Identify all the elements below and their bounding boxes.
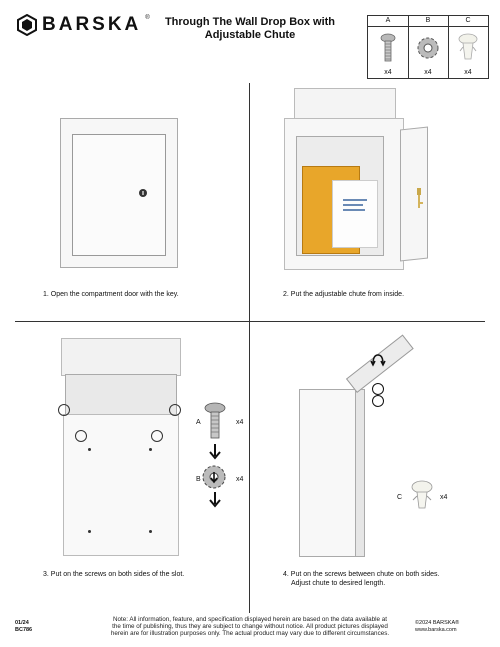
drop-box-edge [355, 389, 365, 557]
part-letter: B [408, 16, 448, 27]
part-letter: C [448, 16, 488, 27]
document-title [150, 16, 350, 42]
step4-caption [283, 570, 439, 588]
document-title-line1: Through The Wall Drop Box with [164, 16, 336, 28]
mount-hole [88, 448, 91, 451]
footer-note-line2: the time of publishing, thus they are subject to change without notice. All product pictures displayed [112, 623, 388, 630]
step2-caption: 2. Put the adjustable chute from inside. [283, 291, 405, 298]
brand-name: BARSKA [42, 14, 142, 35]
part-qty: x4 [464, 69, 472, 76]
part-letter: A [368, 16, 408, 27]
step1-caption: 1. Open the compartment door with the key. [43, 291, 179, 298]
parts-column-a [368, 16, 409, 78]
rotate-arrow-icon [370, 352, 386, 368]
footer-website[interactable]: www.barska.com [415, 626, 457, 633]
screw-hole-marker [372, 395, 384, 407]
registered-mark: ® [145, 15, 150, 21]
brand-logo [16, 14, 150, 36]
screw-hole-marker [372, 383, 384, 395]
step3-label-a-qty: x4 [236, 419, 244, 426]
barska-emblem-icon [16, 14, 38, 36]
drop-box-side [299, 389, 357, 557]
document-title-line2: Adjustable Chute [204, 29, 296, 41]
footer-note [100, 616, 400, 637]
step3-label-a: A [196, 419, 201, 426]
parts-column-c [448, 16, 488, 78]
step2-illustration [280, 88, 440, 273]
parts-column-b [408, 16, 449, 78]
screw-icon [380, 33, 396, 65]
step3-illustration [55, 338, 195, 560]
step4-caption-line1: 4. Put on the screws between chute on both sides. [283, 571, 440, 578]
screw-icon [204, 402, 226, 442]
keyhole-icon [138, 188, 148, 198]
step3-label-b: B [196, 476, 201, 483]
step1-illustration [60, 118, 178, 268]
part-qty: x4 [384, 69, 392, 76]
screw-hole-marker [169, 404, 181, 416]
compartment-door [72, 134, 166, 256]
step4-label-c: C [397, 494, 403, 501]
plastic-anchor-icon [457, 33, 479, 63]
footer-right [415, 620, 459, 633]
footer-note-line1: Note: All information, feature, and specification displayed herein are based on the data available at [112, 616, 388, 623]
step3-caption: 3. Put on the screws on both sides of the slot. [43, 571, 185, 578]
footer-copyright: ©2024 BARSKA® [415, 620, 460, 626]
white-envelope [332, 180, 378, 248]
chute [65, 374, 177, 416]
footer-left [15, 620, 32, 633]
lock-washer-icon [415, 35, 441, 61]
arrow-down-icon [209, 444, 221, 460]
vertical-divider [249, 83, 250, 613]
screw-hole-marker [75, 430, 87, 442]
horizontal-divider [15, 321, 485, 322]
mount-hole [149, 448, 152, 451]
screw-hole-marker [58, 404, 70, 416]
arrow-down-icon [209, 492, 221, 508]
footer-date: 01/24 [15, 620, 29, 626]
footer-note-line3: herein are for illustration purposes only. The actual product may vary due to different circumstances. [110, 630, 390, 637]
step4-caption-line2: Adjust chute to desired length. [291, 580, 386, 587]
plastic-anchor-icon [410, 480, 434, 512]
part-qty: x4 [424, 69, 432, 76]
lock-washer-icon [201, 464, 227, 490]
step4-label-c-qty: x4 [440, 494, 448, 501]
footer-model: BC786 [15, 626, 33, 633]
mount-hole [149, 530, 152, 533]
step4-illustration [295, 345, 425, 560]
parts-table [367, 15, 489, 79]
mount-hole [88, 530, 91, 533]
screw-hole-marker [151, 430, 163, 442]
key-icon [414, 188, 424, 210]
step3-label-b-qty: x4 [236, 476, 244, 483]
chute-top [61, 338, 181, 376]
